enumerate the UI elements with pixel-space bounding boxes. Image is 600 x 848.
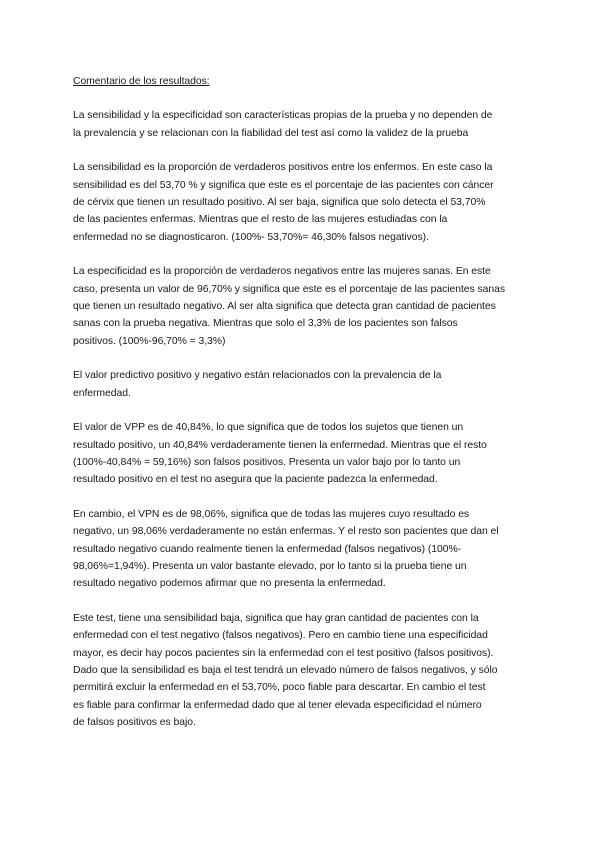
text-line: 98,06%=1,94%). Presenta un valor bastante elevado, por lo tanto si la prueba tiene un <box>73 561 467 573</box>
text-line: La especificidad es la proporción de verdaderos negativos entre las mujeres sanas. En este <box>73 266 491 278</box>
text-line: sanas con la prueba negativa. Mientras que solo el 3,3% de los pacientes son falsos <box>73 318 458 330</box>
text-line: que tienen un resultado negativo. Al ser alta significa que detecta gran cantidad de pacientes <box>73 300 496 312</box>
paragraph-sensitivity <box>73 159 543 245</box>
text-line: de falsos positivos es bajo. <box>73 716 196 728</box>
section-heading: Comentario de los resultados: <box>73 76 210 87</box>
paragraph-predictive-values <box>73 367 543 402</box>
paragraph-conclusion <box>73 610 543 731</box>
paragraph-specificity <box>73 263 543 349</box>
text-line: positivos. (100%-96,70% = 3,3%) <box>73 335 226 347</box>
text-line: resultado positivo en el test no asegura que la paciente padezca la enfermedad. <box>73 474 438 486</box>
text-line: resultado negativo cuando realmente tienen la enfermedad (falsos negativos) (100%- <box>73 543 462 555</box>
text-line: sensibilidad es del 53,70 % y significa que este es el porcentaje de las pacientes con cáncer <box>73 179 494 191</box>
paragraph-vpp <box>73 419 543 488</box>
text-line: la prevalencia y se relacionan con la fiabilidad del test así como la validez de la prueba <box>73 127 469 139</box>
text-line: negativo, un 98,06% verdaderamente no están enfermas. Y el resto son pacientes que dan el <box>73 526 499 538</box>
text-line: permitirá excluir la enfermedad en el 53,70%, poco fiable para descartar. En cambio el test <box>73 682 486 694</box>
text-line: En cambio, el VPN es de 98,06%, significa que de todas las mujeres cuyo resultado es <box>73 509 470 521</box>
text-line: caso, presenta un valor de 96,70% y significa que este es el porcentaje de las pacientes sanas <box>73 283 505 295</box>
text-line: enfermedad. <box>73 387 131 399</box>
text-line: Dado que la sensibilidad es baja el test tendrá un elevado número de falsos negativos, y sólo <box>73 665 498 677</box>
text-line: La sensibilidad es la proporción de verdaderos positivos entre los enfermos. En este caso la <box>73 162 493 174</box>
text-line: mayor, es decir hay pocos pacientes sin la enfermedad con el test positivo (falsos positivos). <box>73 647 494 659</box>
text-line: es fiable para confirmar la enfermedad dado que al tener elevada especificidad el número <box>73 699 482 711</box>
document-body <box>73 73 543 749</box>
text-line: El valor de VPP es de 40,84%, lo que significa que de todos los sujetos que tienen un <box>73 422 464 434</box>
text-line: resultado positivo, un 40,84% verdaderamente tienen la enfermedad. Mientras que el resto <box>73 439 487 451</box>
text-line: (100%-40,84% = 59,16%) son falsos positivos. Presenta un valor bajo por lo tanto un <box>73 457 461 469</box>
text-line: La sensibilidad y la especificidad son características propias de la prueba y no dependen de <box>73 110 493 122</box>
paragraph-vpn <box>73 506 543 592</box>
text-line: Este test, tiene una sensibilidad baja, significa que hay gran cantidad de pacientes con la <box>73 613 479 625</box>
paragraph-intro <box>73 107 543 142</box>
text-line: resultado negativo podemos afirmar que no presenta la enfermedad. <box>73 578 386 590</box>
text-line: enfermedad con el test negativo (falsos negativos). Pero en cambio tiene una especificidad <box>73 630 488 642</box>
text-line: de las pacientes enfermas. Mientras que el resto de las mujeres estudiadas con la <box>73 214 448 226</box>
text-line: El valor predictivo positivo y negativo están relacionados con la prevalencia de la <box>73 370 442 382</box>
text-line: de cérvix que tienen un resultado positivo. Al ser baja, significa que solo detecta el 53,70% <box>73 196 486 208</box>
text-line: enfermedad no se diagnosticaron. (100%- 53,70%= 46,30% falsos negativos). <box>73 231 429 243</box>
